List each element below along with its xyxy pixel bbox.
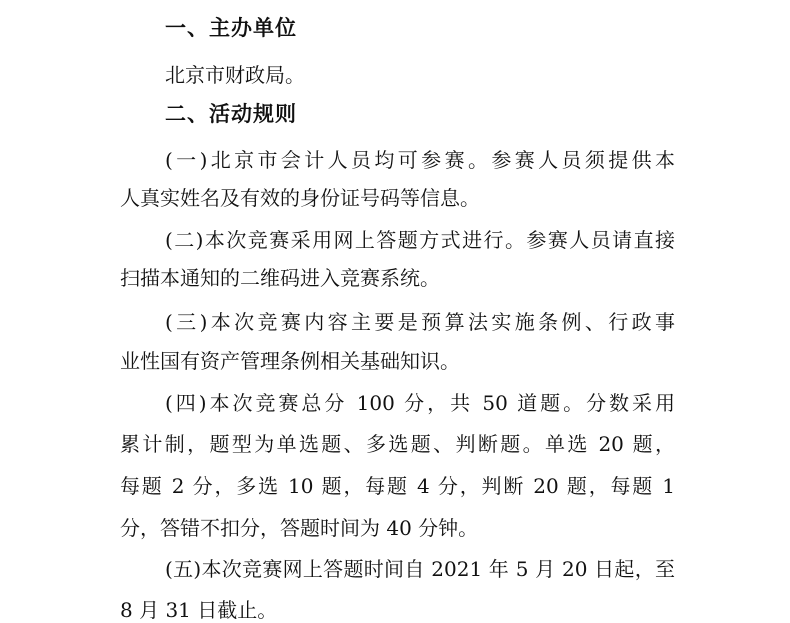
rule-5-line-2: 8 月 31 日截止。 bbox=[120, 598, 278, 622]
rule-4-line-2: 累计制，题型为单选题、多选题、判断题。单选 20 题， bbox=[120, 432, 675, 456]
section-heading-rules: 二、活动规则 bbox=[165, 102, 297, 126]
rule-2-line-2: 扫描本通知的二维码进入竞赛系统。 bbox=[120, 266, 440, 290]
rule-2-line-1: (二)本次竞赛采用网上答题方式进行。参赛人员请直接 bbox=[165, 228, 675, 252]
organizer-text: 北京市财政局。 bbox=[165, 63, 305, 87]
rule-4-line-4: 分，答错不扣分，答题时间为 40 分钟。 bbox=[120, 516, 479, 540]
rule-5-line-1: (五)本次竞赛网上答题时间自 2021 年 5 月 20 日起，至 bbox=[165, 557, 675, 581]
rule-1-line-2: 人真实姓名及有效的身份证号码等信息。 bbox=[120, 186, 480, 210]
section-heading-organizer: 一、主办单位 bbox=[165, 16, 297, 40]
rule-3-line-2: 业性国有资产管理条例相关基础知识。 bbox=[120, 349, 460, 373]
rule-1-line-1: (一)北京市会计人员均可参赛。参赛人员须提供本 bbox=[165, 148, 675, 172]
rule-4-line-3: 每题 2 分，多选 10 题，每题 4 分，判断 20 题，每题 1 bbox=[120, 474, 675, 498]
rule-4-line-1: (四)本次竞赛总分 100 分，共 50 道题。分数采用 bbox=[165, 391, 675, 415]
rule-3-line-1: (三)本次竞赛内容主要是预算法实施条例、行政事 bbox=[165, 310, 675, 334]
